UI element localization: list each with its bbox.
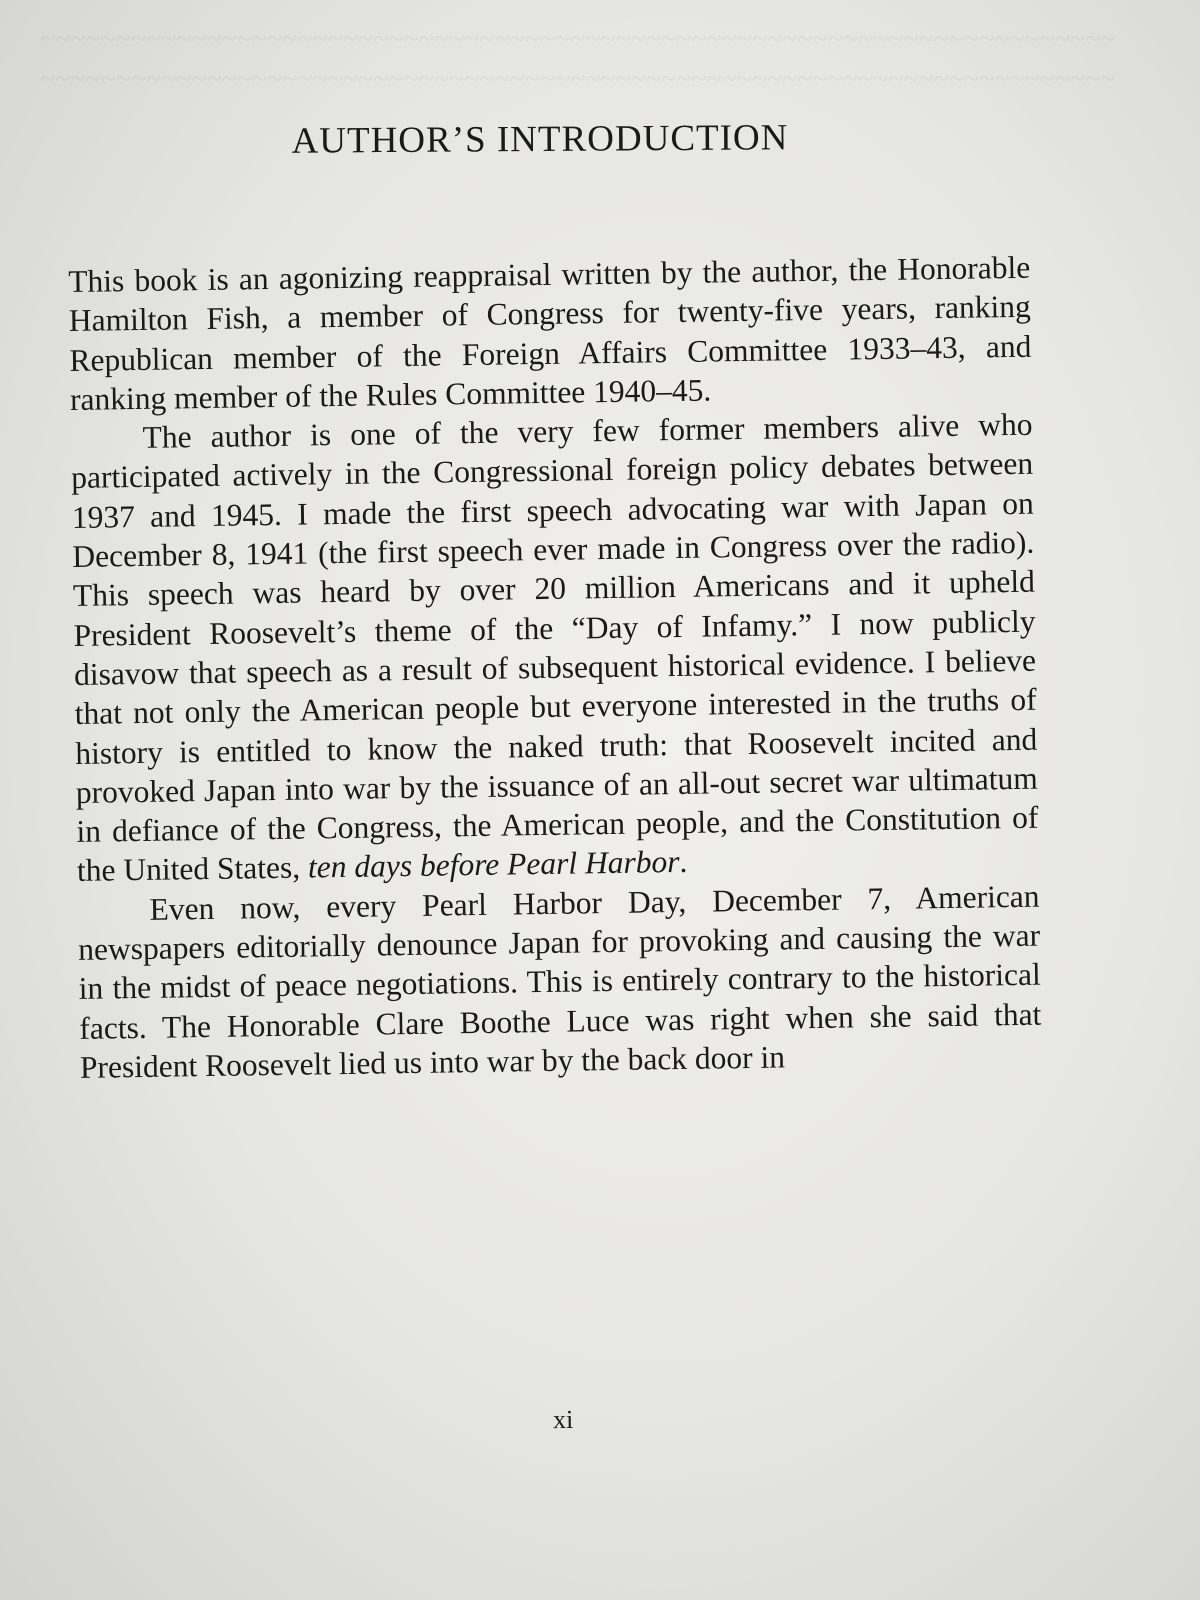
- paragraph-2-end: .: [679, 844, 688, 880]
- page-number: xi: [552, 1404, 574, 1435]
- paragraph-2-text: The author is one of the very few former members alive who participated actively in the Congressional foreign policy debates between 1937 and 1945. I made the first speech advocating war with Japan on December 8, 1941 (the first speech ever made in Congress over the radio). This speech was heard by over 20 million Americans and it upheld President Roosevelt’s theme of the “Day of Infamy.” I now publicly disavow that speech as a result of subsequent historical evidence. I believe that not only the American people but everyone interested in the truths of history is entitled to know the naked truth: that Roosevelt incited and provoked Japan into war by the issuance of an all-out secret war ultimatum in defiance of the Congress, the American people, and the Constitution of the United States,: [70, 406, 1039, 889]
- paragraph-3: Even now, every Pearl Harbor Day, December 7, American newspapers editorially denounce Japan for provoking and causing the war in the midst of peace negotiations. This is entirely contrary to the historical facts. The Honorable Clare Boothe Luce was right when she said that President Roosevelt lied us into war by the back door in: [77, 878, 1042, 1085]
- show-through-text: ~~~~~~~~~~~~~~~~~~~~~~~~~~~~~~~~~~~~~~~~~~~~~~~~~~~~~~~~~~~~~~~~~~~~~~~: [40, 24, 1116, 55]
- show-through-text: ~~~~~~~~~~~~~~~~~~~~~~~~~~~~~~~~~~~~~~~~~~~~~~~~~~~~~~~~~~~~~~~~~~~~~~~: [40, 64, 1116, 95]
- chapter-heading: AUTHOR’S INTRODUCTION: [291, 117, 789, 162]
- body-text: [68, 248, 1042, 1087]
- paragraph-2: [70, 405, 1039, 891]
- paragraph-2-italic: ten days before Pearl Harbor: [307, 844, 680, 885]
- paragraph-1: This book is an agonizing reappraisal written by the author, the Honorable Hamilton Fish, a member of Congress for twenty-five years, ranking Republican member of the Foreign Affairs Committee 1933–43, and ranking member of the Rules Committee 1940–45.: [68, 249, 1032, 417]
